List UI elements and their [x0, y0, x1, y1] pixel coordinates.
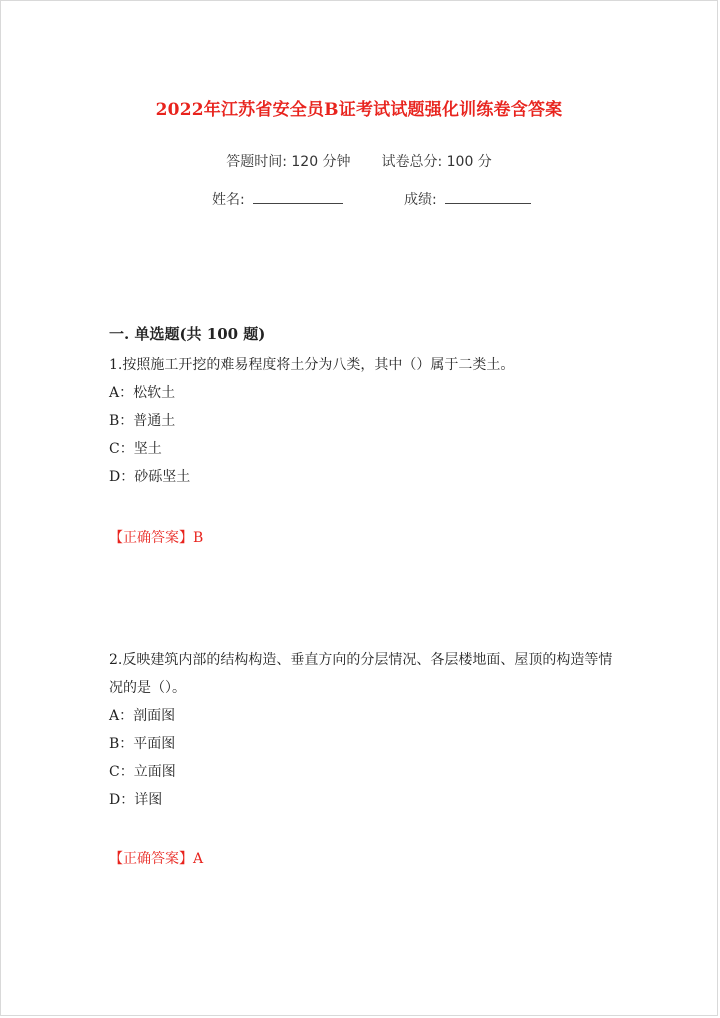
question-text: 2.反映建筑内部的结构构造、垂直方向的分层情况、各层楼地面、屋顶的构造等情况的是（）。: [109, 652, 613, 696]
option-d: D：砂砾坚土: [109, 469, 191, 485]
option-b: B：普通土: [109, 413, 176, 429]
option-c: C：坚土: [109, 441, 162, 457]
question-text: 1.按照施工开挖的难易程度将土分为八类，其中（）属于二类土。: [109, 357, 515, 373]
name-label: 姓名:: [212, 192, 245, 208]
answer-1: 【正确答案】B: [109, 530, 204, 546]
exam-meta: 答题时间: 120 分钟 试卷总分: 100 分: [226, 154, 492, 170]
option-d: D：详图: [109, 792, 163, 808]
score-label: 试卷总分: [381, 154, 438, 170]
score-value: 100 分: [446, 154, 492, 170]
time-value: 120 分钟: [291, 154, 351, 170]
option-a: A：松软土: [109, 385, 176, 401]
option-b: B：平面图: [109, 736, 176, 752]
name-blank[interactable]: [253, 189, 343, 204]
section-title: 一. 单选题(共 100 题): [109, 325, 266, 343]
option-c: C：立面图: [109, 764, 176, 780]
time-label: 答题时间: [226, 154, 283, 170]
question-1: [109, 351, 621, 491]
option-a: A：剖面图: [109, 708, 176, 724]
grade-label: 成绩:: [404, 192, 437, 208]
name-field: [212, 189, 343, 209]
grade-field: [404, 189, 531, 209]
question-2: [109, 646, 621, 814]
grade-blank[interactable]: [445, 189, 531, 204]
answer-2: 【正确答案】A: [109, 851, 204, 867]
document-title: 2022年江苏省安全员B证考试试题强化训练卷含答案: [155, 100, 563, 120]
